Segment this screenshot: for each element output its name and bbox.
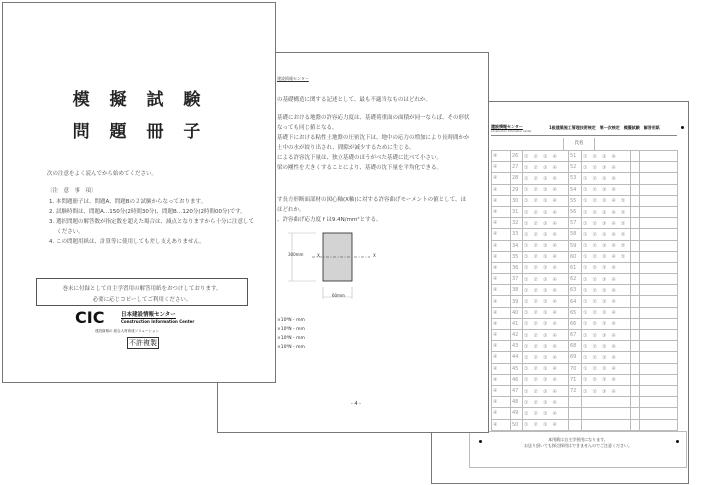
answer-bubbles[interactable]: ① ② ③ ④ bbox=[582, 352, 631, 363]
answer-bubbles[interactable]: ① ② ③ ④ bbox=[523, 341, 569, 352]
answer-bubbles[interactable]: ① ② ③ ④ bbox=[582, 363, 631, 374]
blank-cell bbox=[640, 229, 678, 240]
question-number: 56 bbox=[569, 206, 582, 217]
appendix-notice-box bbox=[36, 278, 248, 306]
question-number: 61 bbox=[569, 262, 582, 273]
answer-choice: ×10⁶N・mm bbox=[277, 318, 305, 323]
answer-bubbles[interactable]: ① ② ③ ④ bbox=[523, 374, 569, 385]
blank-cell bbox=[640, 296, 678, 307]
page-header: 建設情報センター bbox=[277, 76, 309, 81]
width-dimension: 60mm bbox=[332, 293, 345, 298]
answer-bubbles[interactable]: ① ② ③ ④ bbox=[523, 218, 569, 229]
answer-bubbles[interactable]: ① ② ③ ④ bbox=[523, 206, 569, 217]
blank-cell bbox=[631, 296, 640, 307]
answer-bubbles[interactable]: ① ② ③ ④ bbox=[523, 307, 569, 318]
answer-row bbox=[492, 363, 678, 374]
question-number: 60 bbox=[569, 251, 582, 262]
answer-bubbles[interactable]: ① ② ③ ④ bbox=[523, 151, 569, 162]
answer-bubbles[interactable]: ① ② ③ ④ bbox=[582, 330, 631, 341]
org-tagline: 建設資格の 総合人材育成ソリューション bbox=[95, 329, 159, 333]
answer-choice: ×10⁶N・mm bbox=[277, 327, 305, 332]
answer-bubbles[interactable] bbox=[582, 408, 631, 419]
blank-cell bbox=[640, 330, 678, 341]
page-number: - 4 - bbox=[351, 401, 361, 407]
question-number: 42 bbox=[511, 330, 523, 341]
height-dimension: 300mm bbox=[288, 252, 304, 257]
no-copy-stamp: 不許複製 bbox=[129, 339, 157, 347]
question-number: 37 bbox=[511, 274, 523, 285]
answer-bubbles[interactable]: ① ② ③ ④ bbox=[523, 195, 569, 206]
question-number: 66 bbox=[569, 318, 582, 329]
answer-grid bbox=[491, 150, 678, 431]
question-number: 62 bbox=[569, 274, 582, 285]
answer-bubbles[interactable]: ① ② ③ ④ bbox=[582, 341, 631, 352]
question-number: 38 bbox=[511, 285, 523, 296]
question-number: 65 bbox=[569, 307, 582, 318]
left-fragment: ④ bbox=[492, 274, 511, 285]
notice-line: 巻末に付録として自主学習用の解答用紙をおつけしております。 bbox=[62, 286, 222, 292]
axis-label-right: X bbox=[373, 253, 376, 258]
question-number: 40 bbox=[511, 307, 523, 318]
answer-bubbles[interactable]: ① ② ③ ④ bbox=[582, 184, 631, 195]
choice-text: 基礎下における粘性土地盤の圧密沈下は、地中の応力の増加により長時間かか bbox=[277, 135, 470, 141]
left-fragment: ④ bbox=[492, 341, 511, 352]
sheet-footer bbox=[469, 431, 687, 468]
question-number: 31 bbox=[511, 206, 523, 217]
notes-heading: 〔注 意 事 項〕 bbox=[47, 188, 97, 194]
note: 4. この問題用紙は、計算等に使用しても差し支えありません。 bbox=[49, 239, 205, 245]
blank-cell bbox=[631, 262, 640, 273]
choice-text: 基礎における地盤の許容応力度は、基礎荷重面の面積が同一ならば、その形状 bbox=[277, 115, 470, 121]
answer-bubbles[interactable]: ① ② ③ ④ bbox=[582, 173, 631, 184]
question-number: 57 bbox=[569, 218, 582, 229]
question-number: 26 bbox=[511, 151, 523, 162]
blank-cell bbox=[631, 352, 640, 363]
choice-text: 土中の水が絞り出され、間隙が減少するために生じる。 bbox=[277, 145, 415, 151]
left-fragment: ④ bbox=[492, 262, 511, 273]
blank-cell bbox=[640, 374, 678, 385]
blank-cell bbox=[640, 206, 678, 217]
left-fragment: ④ bbox=[492, 218, 511, 229]
answer-row bbox=[492, 229, 678, 240]
left-fragment: ④ bbox=[492, 206, 511, 217]
question-number: 45 bbox=[511, 363, 523, 374]
blank-cell bbox=[640, 385, 678, 396]
blank-cell bbox=[631, 195, 640, 206]
publisher: 建設情報センター bbox=[491, 124, 523, 129]
answer-row bbox=[492, 251, 678, 262]
answer-bubbles[interactable]: ① ② ③ ④ bbox=[523, 173, 569, 184]
blank-cell bbox=[631, 173, 640, 184]
question-number: 36 bbox=[511, 262, 523, 273]
cover-title: 模 擬 試 験 bbox=[72, 90, 208, 110]
answer-bubbles[interactable]: ① ② ③ ④ ⑤ bbox=[582, 251, 631, 262]
blank-cell bbox=[640, 397, 678, 408]
answer-bubbles[interactable]: ① ② ③ ④ bbox=[582, 307, 631, 318]
answer-row bbox=[492, 195, 678, 206]
left-fragment: ④ bbox=[492, 285, 511, 296]
answer-bubbles[interactable] bbox=[582, 397, 631, 408]
answer-bubbles[interactable]: ① ② ③ ④ bbox=[523, 240, 569, 251]
choice-text: なっても同じ値となる。 bbox=[277, 125, 338, 131]
answer-bubbles[interactable]: ① ② ③ ④ bbox=[523, 330, 569, 341]
question-number: 72 bbox=[569, 385, 582, 396]
answer-bubbles[interactable]: ① ② ③ ④ bbox=[582, 151, 631, 162]
footer-line: お送り頂いても採点採用はできませんのでご注意ください。 bbox=[524, 443, 632, 448]
answer-row bbox=[492, 184, 678, 195]
blank-cell bbox=[631, 341, 640, 352]
answer-bubbles[interactable]: ① ② ③ ④ bbox=[523, 262, 569, 273]
answer-row bbox=[492, 274, 678, 285]
answer-row bbox=[492, 352, 678, 363]
registration-mark bbox=[681, 126, 684, 129]
blank-cell bbox=[640, 341, 678, 352]
answer-row bbox=[492, 408, 678, 419]
left-fragment: ④ bbox=[492, 307, 511, 318]
answer-row bbox=[492, 419, 678, 430]
question-number: 35 bbox=[511, 251, 523, 262]
question-number: 29 bbox=[511, 184, 523, 195]
answer-bubbles[interactable]: ① ② ③ ④ bbox=[523, 363, 569, 374]
blank-cell bbox=[640, 352, 678, 363]
question-number: 39 bbox=[511, 296, 523, 307]
blank-cell bbox=[640, 285, 678, 296]
question-number: 32 bbox=[511, 218, 523, 229]
blank-cell bbox=[640, 274, 678, 285]
answer-bubbles[interactable]: ① ② ③ ④ bbox=[582, 296, 631, 307]
blank-cell bbox=[631, 206, 640, 217]
blank-cell bbox=[640, 318, 678, 329]
answer-row bbox=[492, 374, 678, 385]
answer-bubbles[interactable]: ① ② ③ ④ ⑤ bbox=[582, 240, 631, 251]
answer-bubbles[interactable]: ① ② ③ ④ bbox=[582, 262, 631, 273]
blank-cell bbox=[640, 195, 678, 206]
question-text: はどれか。 bbox=[277, 207, 305, 213]
left-fragment: ④ bbox=[492, 330, 511, 341]
blank-cell bbox=[640, 151, 678, 162]
blank-cell bbox=[631, 240, 640, 251]
answer-bubbles[interactable]: ① ② ③ ④ bbox=[582, 285, 631, 296]
blank-cell bbox=[640, 162, 678, 173]
left-fragment: ④ bbox=[492, 251, 511, 262]
answer-row bbox=[492, 341, 678, 352]
left-fragment: ④ bbox=[492, 408, 511, 419]
answer-row bbox=[492, 262, 678, 273]
blank-cell bbox=[631, 285, 640, 296]
answer-row bbox=[492, 307, 678, 318]
blank-cell bbox=[640, 184, 678, 195]
notice-line: 必要に応じコピーしてご利用ください。 bbox=[92, 297, 192, 303]
question-number: 28 bbox=[511, 173, 523, 184]
left-fragment: ④ bbox=[492, 363, 511, 374]
left-fragment: ④ bbox=[492, 385, 511, 396]
blank-cell bbox=[631, 151, 640, 162]
blank-cell bbox=[640, 218, 678, 229]
left-fragment: ④ bbox=[492, 419, 511, 430]
question-number: 48 bbox=[511, 397, 523, 408]
left-fragment: ④ bbox=[492, 184, 511, 195]
cover-subtitle: 問 題 冊 子 bbox=[72, 122, 208, 142]
answer-row bbox=[492, 296, 678, 307]
answer-choice: ×10⁶N・mm bbox=[277, 336, 305, 341]
choice-text: による許容沈下量は、独立基礎のほうがべた基礎に比べて小さい。 bbox=[277, 155, 443, 161]
blank-cell bbox=[640, 307, 678, 318]
answer-choice: ×10⁶N・mm bbox=[277, 345, 305, 350]
question-number: 59 bbox=[569, 240, 582, 251]
question-text: す長方形断面部材の図心軸(X軸)に対する許容曲げモーメントの値として、ほ bbox=[277, 197, 466, 203]
sheet-title: 1級建築施工管理技術検定 第一次検定 模擬試験 解答用紙 bbox=[549, 125, 660, 130]
answer-row bbox=[492, 397, 678, 408]
answer-bubbles[interactable]: ① ② ③ ④ bbox=[523, 162, 569, 173]
answer-bubbles[interactable]: ① ② ③ ④ bbox=[523, 251, 569, 262]
blank-cell bbox=[631, 162, 640, 173]
axis-label-left: X bbox=[317, 253, 320, 258]
blank-cell bbox=[640, 262, 678, 273]
answer-bubbles[interactable]: ① ② ③ ④ bbox=[523, 274, 569, 285]
answer-bubbles[interactable]: ① ② ③ ④ bbox=[582, 162, 631, 173]
question-number bbox=[569, 397, 582, 408]
left-fragment: ④ bbox=[492, 195, 511, 206]
question-number: 34 bbox=[511, 240, 523, 251]
answer-bubbles[interactable]: ① ② ③ ④ bbox=[523, 419, 569, 430]
answer-bubbles[interactable] bbox=[582, 419, 631, 430]
note: 1. 本問題冊子は、問題A、問題Bの２試験からなっております。 bbox=[49, 199, 207, 205]
blank-cell bbox=[631, 274, 640, 285]
left-fragment: ④ bbox=[492, 374, 511, 385]
question-number: 44 bbox=[511, 352, 523, 363]
answer-row bbox=[492, 318, 678, 329]
question-number: 47 bbox=[511, 385, 523, 396]
blank-cell bbox=[631, 408, 640, 419]
left-fragment: ④ bbox=[492, 173, 511, 184]
question-number: 46 bbox=[511, 374, 523, 385]
org-name: 日本建設情報センター bbox=[121, 312, 176, 318]
left-fragment: ④ bbox=[492, 318, 511, 329]
question-number: 49 bbox=[511, 408, 523, 419]
question-number: 43 bbox=[511, 341, 523, 352]
left-fragment: ④ bbox=[492, 296, 511, 307]
answer-bubbles[interactable]: ① ② ③ ④ bbox=[582, 385, 631, 396]
cic-logo: CIC bbox=[75, 308, 105, 327]
question-number: 67 bbox=[569, 330, 582, 341]
answer-bubbles[interactable]: ① ② ③ ④ bbox=[523, 184, 569, 195]
blank-cell bbox=[640, 363, 678, 374]
question-number: 33 bbox=[511, 229, 523, 240]
answer-bubbles[interactable]: ① ② ③ ④ ⑤ bbox=[582, 195, 631, 206]
answer-bubbles[interactable]: ① ② ③ ④ bbox=[523, 397, 569, 408]
question-number: 64 bbox=[569, 296, 582, 307]
answer-bubbles[interactable]: ① ② ③ ④ bbox=[523, 296, 569, 307]
footer-line: 本用紙は自主学習用になります。 bbox=[548, 437, 608, 442]
question-number bbox=[569, 419, 582, 430]
answer-bubbles[interactable]: ① ② ③ ④ bbox=[523, 352, 569, 363]
answer-bubbles[interactable]: ① ② ③ ④ ⑤ bbox=[582, 206, 631, 217]
header-rule bbox=[491, 126, 677, 136]
question-number: 58 bbox=[569, 229, 582, 240]
question-number: 63 bbox=[569, 285, 582, 296]
answer-row bbox=[492, 218, 678, 229]
answer-bubbles[interactable]: ① ② ③ ④ bbox=[582, 374, 631, 385]
answer-bubbles[interactable]: ① ② ③ ④ bbox=[523, 385, 569, 396]
blank-cell bbox=[631, 374, 640, 385]
answer-bubbles[interactable]: ① ② ③ ④ bbox=[523, 285, 569, 296]
question-number: 52 bbox=[569, 162, 582, 173]
answer-bubbles[interactable]: ① ② ③ ④ bbox=[582, 318, 631, 329]
blank-cell bbox=[631, 229, 640, 240]
left-fragment: ④ bbox=[492, 162, 511, 173]
blank-cell bbox=[631, 363, 640, 374]
blank-cell bbox=[631, 307, 640, 318]
note: ください。 bbox=[49, 229, 84, 235]
question-number: 53 bbox=[569, 173, 582, 184]
blank-cell bbox=[631, 419, 640, 430]
blank-cell bbox=[631, 397, 640, 408]
blank-cell bbox=[631, 330, 640, 341]
answer-row bbox=[492, 151, 678, 162]
answer-bubbles[interactable]: ① ② ③ ④ bbox=[523, 318, 569, 329]
answer-bubbles[interactable]: ① ② ③ ④ bbox=[582, 274, 631, 285]
answer-row bbox=[492, 206, 678, 217]
choice-text: 梁の剛性を大きくすることにより、基礎の沈下量を平均化できる。 bbox=[277, 165, 443, 171]
left-fragment: ④ bbox=[492, 397, 511, 408]
question-number: 41 bbox=[511, 318, 523, 329]
answer-row bbox=[492, 385, 678, 396]
answer-row bbox=[492, 285, 678, 296]
question-number: 70 bbox=[569, 363, 582, 374]
blank-cell bbox=[640, 240, 678, 251]
answer-bubbles[interactable]: ① ② ③ ④ bbox=[523, 408, 569, 419]
note: 3. 選択問題の解答数が指定数を超えた場合は、減点となりますから十分に注意して bbox=[49, 219, 254, 225]
blank-cell bbox=[631, 385, 640, 396]
publisher-en: Construction Information Center bbox=[491, 130, 532, 133]
question-number: 30 bbox=[511, 195, 523, 206]
question-number: 68 bbox=[569, 341, 582, 352]
question-number: 55 bbox=[569, 195, 582, 206]
question-number: 50 bbox=[511, 419, 523, 430]
answer-row bbox=[492, 240, 678, 251]
left-fragment: ④ bbox=[492, 352, 511, 363]
cover-page bbox=[2, 2, 276, 383]
blank-cell bbox=[640, 419, 678, 430]
left-fragment: ④ bbox=[492, 151, 511, 162]
blank-cell bbox=[631, 184, 640, 195]
question-number: 54 bbox=[569, 184, 582, 195]
blank-cell bbox=[631, 251, 640, 262]
note: 2. 試験時間は、問題A…150分(2時間30分)、問題B…120分(2時間00分)です。 bbox=[49, 209, 246, 215]
question-number: 51 bbox=[569, 151, 582, 162]
left-fragment: ④ bbox=[492, 229, 511, 240]
answer-bubbles[interactable]: ① ② ③ ④ ⑤ bbox=[582, 229, 631, 240]
question-text: 、許容曲げ応力度 f は9.4N/mm²とする。 bbox=[277, 217, 382, 223]
question-number: 69 bbox=[569, 352, 582, 363]
answer-bubbles[interactable]: ① ② ③ ④ ⑤ bbox=[582, 218, 631, 229]
question-text: の基礎構造に関する記述として、最も不適当なものはどれか。 bbox=[277, 97, 431, 103]
blank-cell bbox=[631, 218, 640, 229]
answer-row bbox=[492, 162, 678, 173]
blank-cell bbox=[640, 251, 678, 262]
question-number: 27 bbox=[511, 162, 523, 173]
answer-bubbles[interactable]: ① ② ③ ④ bbox=[523, 229, 569, 240]
name-label: 氏名 bbox=[563, 138, 595, 150]
org-name-en: Construction Information Center bbox=[121, 319, 195, 324]
blank-cell bbox=[640, 408, 678, 419]
question-number: 71 bbox=[569, 374, 582, 385]
question-number bbox=[569, 408, 582, 419]
blank-cell bbox=[631, 318, 640, 329]
left-fragment: ④ bbox=[492, 240, 511, 251]
blank-cell bbox=[640, 173, 678, 184]
instruction: 次の注意をよく読んでから始めてください。 bbox=[47, 171, 158, 177]
answer-row bbox=[492, 173, 678, 184]
answer-row bbox=[492, 330, 678, 341]
